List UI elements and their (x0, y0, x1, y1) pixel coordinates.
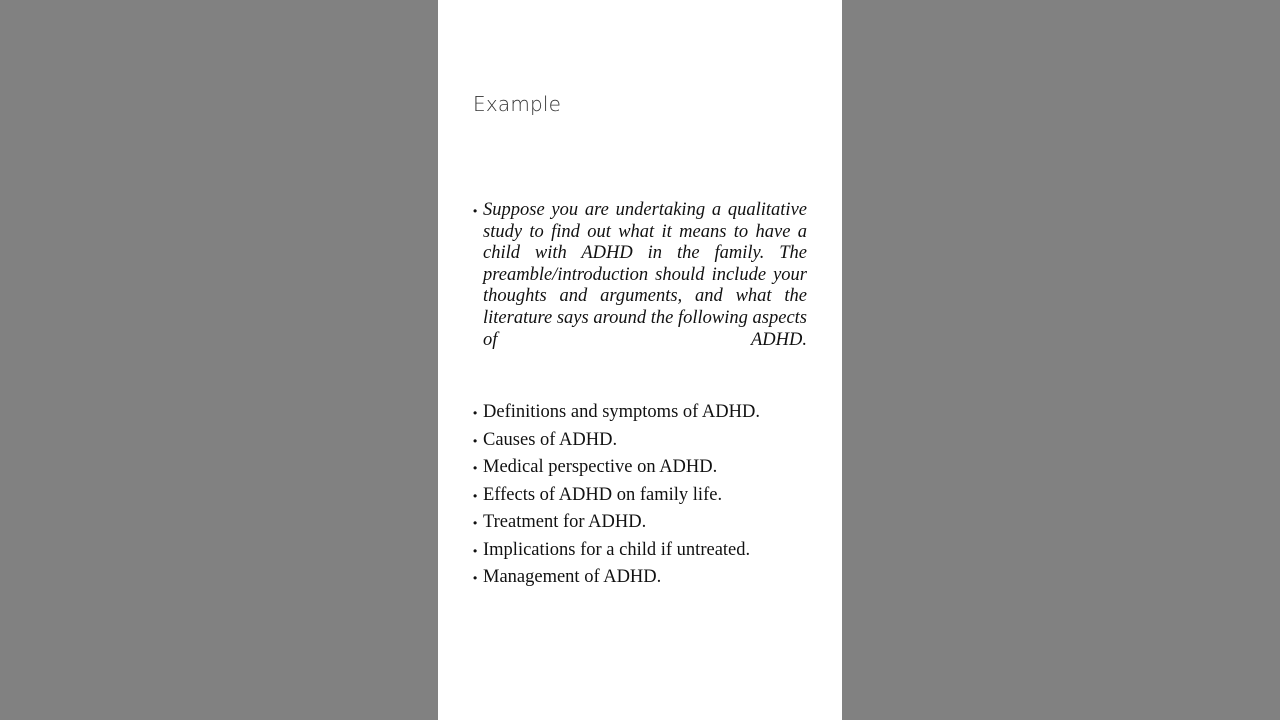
bullet-icon: • (473, 571, 478, 585)
intro-bullet-list (473, 200, 807, 351)
aspect-text: Implications for a child if untreated. (483, 539, 751, 560)
list-item (473, 399, 807, 427)
aspect-text: Medical perspective on ADHD. (483, 457, 718, 477)
intro-bullet (473, 200, 807, 351)
bullet-icon: • (473, 406, 478, 420)
list-item (473, 427, 807, 455)
aspect-text: Effects of ADHD on family life. (483, 484, 723, 505)
intro-text: Suppose you are undertaking a qualitative study to find out what it means to have a child with ADHD in the family. The preamble/introduction should include your thoughts and arguments, and what the literature says around the following aspects of ADHD. (483, 200, 807, 350)
bullet-icon: • (473, 433, 478, 448)
aspects-bullet-list (473, 399, 807, 592)
aspect-text: Management of ADHD. (483, 567, 662, 587)
bullet-icon: • (473, 543, 478, 558)
list-item (473, 537, 807, 565)
bullet-icon: • (473, 516, 478, 530)
slide-title: Example (473, 92, 562, 116)
bullet-icon: • (473, 204, 478, 218)
bullet-icon: • (473, 461, 478, 475)
aspect-text: Definitions and symptoms of ADHD. (483, 402, 760, 422)
aspect-text: Treatment for ADHD. (483, 512, 647, 532)
aspect-text: Causes of ADHD. (483, 429, 618, 450)
list-item (473, 482, 807, 510)
bullet-icon: • (473, 488, 478, 503)
list-item (473, 564, 807, 592)
list-item (473, 454, 807, 482)
list-item (473, 509, 807, 537)
slide-page (438, 0, 842, 720)
